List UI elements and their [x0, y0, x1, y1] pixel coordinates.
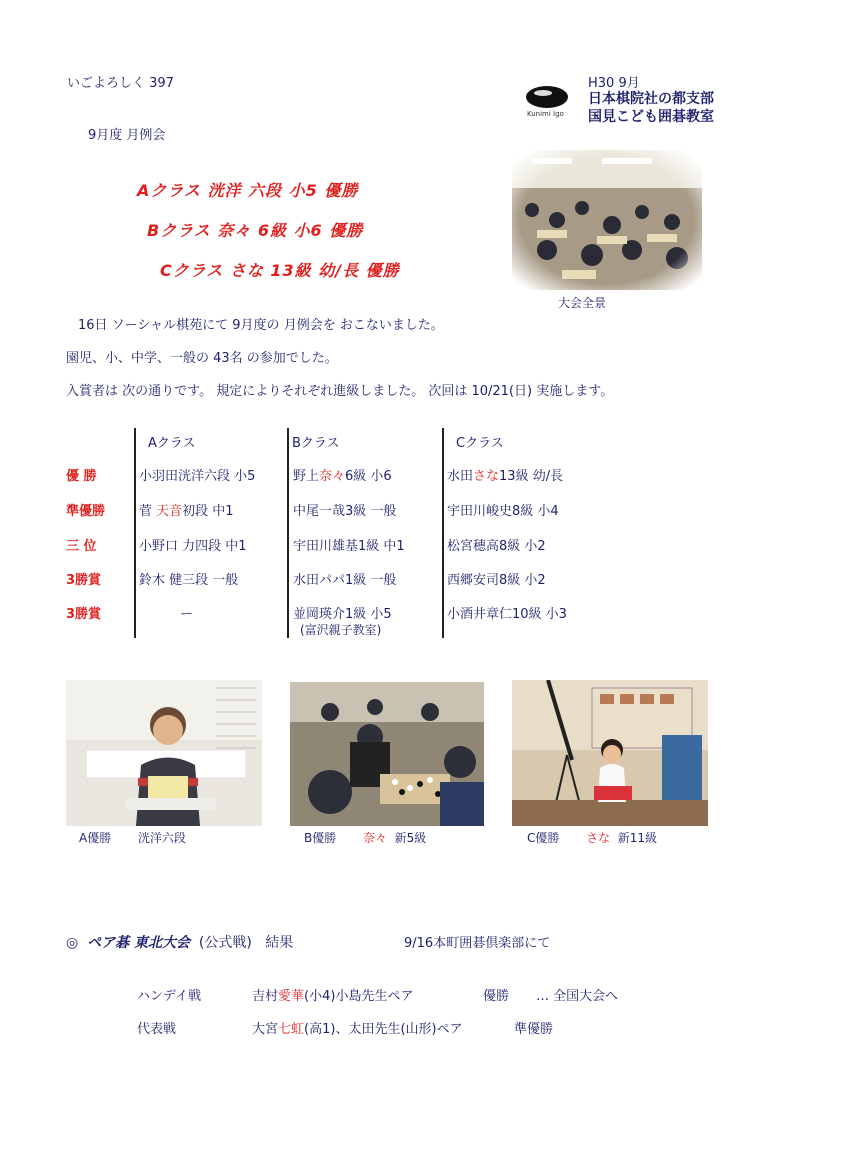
header-class-b: Bクラス — [292, 436, 340, 451]
table-cell: 並岡瑛介1級 小5 — [293, 607, 392, 622]
table-cell-note: (富沢親子教室) — [300, 623, 382, 637]
tournament-overview-photo — [512, 150, 702, 290]
table-cell: 小野口 力四段 中1 — [139, 539, 247, 554]
table-cell: 中尾一哉3級 一般 — [293, 504, 397, 519]
pair-section-heading: ◎ ペア碁 東北大会 (公式戦) 結果 — [66, 935, 294, 951]
rank-label: 3勝賞 — [66, 607, 102, 622]
photo-b-caption: B優勝 奈々 新5級 — [304, 831, 427, 845]
intro-line-3: 入賞者は 次の通りです。 規定によりそれぞれ進級しました。 次回は 10/21(日) 実施します。 — [66, 384, 614, 399]
table-cell: 宇田川峻史8級 小4 — [447, 504, 559, 519]
rank-label: 三 位 — [66, 539, 97, 554]
section-title: 9月度 月例会 — [88, 128, 166, 143]
pair-type: 代表戦 — [137, 1022, 177, 1037]
table-cell: 西郷安司8級 小2 — [447, 573, 546, 588]
issue-date: H30 9月 — [588, 76, 640, 91]
pair-result: 準優勝 — [514, 1022, 554, 1037]
logo-text: Kunimi Igo — [527, 110, 564, 118]
pair-result: 優勝 — [483, 989, 510, 1004]
table-cell: 水田さな13級 幼/長 — [447, 469, 564, 484]
club-logo — [526, 86, 568, 108]
table-cell: 松宮穂高8級 小2 — [447, 539, 546, 554]
pair-team: 大宮七虹(高1)、太田先生(山形)ペア — [252, 1022, 463, 1037]
table-cell: 菅 天音初段 中1 — [139, 504, 234, 519]
header-class-c: Cクラス — [456, 436, 504, 451]
pair-type: ハンデイ戦 — [137, 989, 202, 1004]
org-line-2: 国見こども囲碁教室 — [588, 109, 714, 125]
intro-line-1: 16日 ソーシャル棋苑にて 9月度の 月例会を おこないました。 — [78, 318, 444, 333]
winner-b-line: Bクラス 奈々 6級 小6 優勝 — [147, 221, 364, 240]
pair-venue: 9/16本町囲碁倶楽部にて — [404, 936, 551, 951]
org-line-1: 日本棋院社の都支部 — [588, 91, 714, 107]
winner-c-line: Cクラス さな 13級 幼/長 優勝 — [160, 261, 400, 280]
table-cell: 水田パパ1級 一般 — [293, 573, 397, 588]
table-cell: ー — [180, 607, 194, 622]
winner-b-photo — [290, 682, 484, 826]
winner-c-photo — [512, 680, 708, 826]
bullet-icon: ◎ — [66, 935, 79, 951]
table-cell: 鈴木 健三段 一般 — [139, 573, 239, 588]
rank-label: 優 勝 — [66, 469, 97, 484]
table-divider — [442, 428, 444, 638]
overview-photo-caption: 大会全景 — [558, 296, 607, 310]
photo-a-caption: A優勝 洸洋六段 — [79, 831, 186, 845]
table-divider — [287, 428, 289, 638]
pair-team: 吉村愛華(小4)小島先生ペア — [252, 989, 414, 1004]
photo-c-caption: C優勝 さな 新11級 — [527, 831, 658, 845]
winner-a-photo — [66, 680, 262, 826]
pair-note: … 全国大会へ — [536, 989, 619, 1004]
rank-label: 準優勝 — [66, 504, 106, 519]
table-cell: 小酒井章仁10級 小3 — [447, 607, 567, 622]
rank-label: 3勝賞 — [66, 573, 102, 588]
table-cell: 野上奈々6級 小6 — [293, 469, 392, 484]
table-cell: 宇田川雄基1級 中1 — [293, 539, 405, 554]
header-class-a: Aクラス — [148, 436, 196, 451]
issue-number: いごよろしく 397 — [67, 76, 174, 91]
table-divider — [134, 428, 136, 638]
winner-a-line: Aクラス 洸洋 六段 小5 優勝 — [137, 181, 359, 200]
table-cell: 小羽田洸洋六段 小5 — [139, 469, 256, 484]
intro-line-2: 園児、小、中学、一般の 43名 の参加でした。 — [66, 351, 338, 366]
